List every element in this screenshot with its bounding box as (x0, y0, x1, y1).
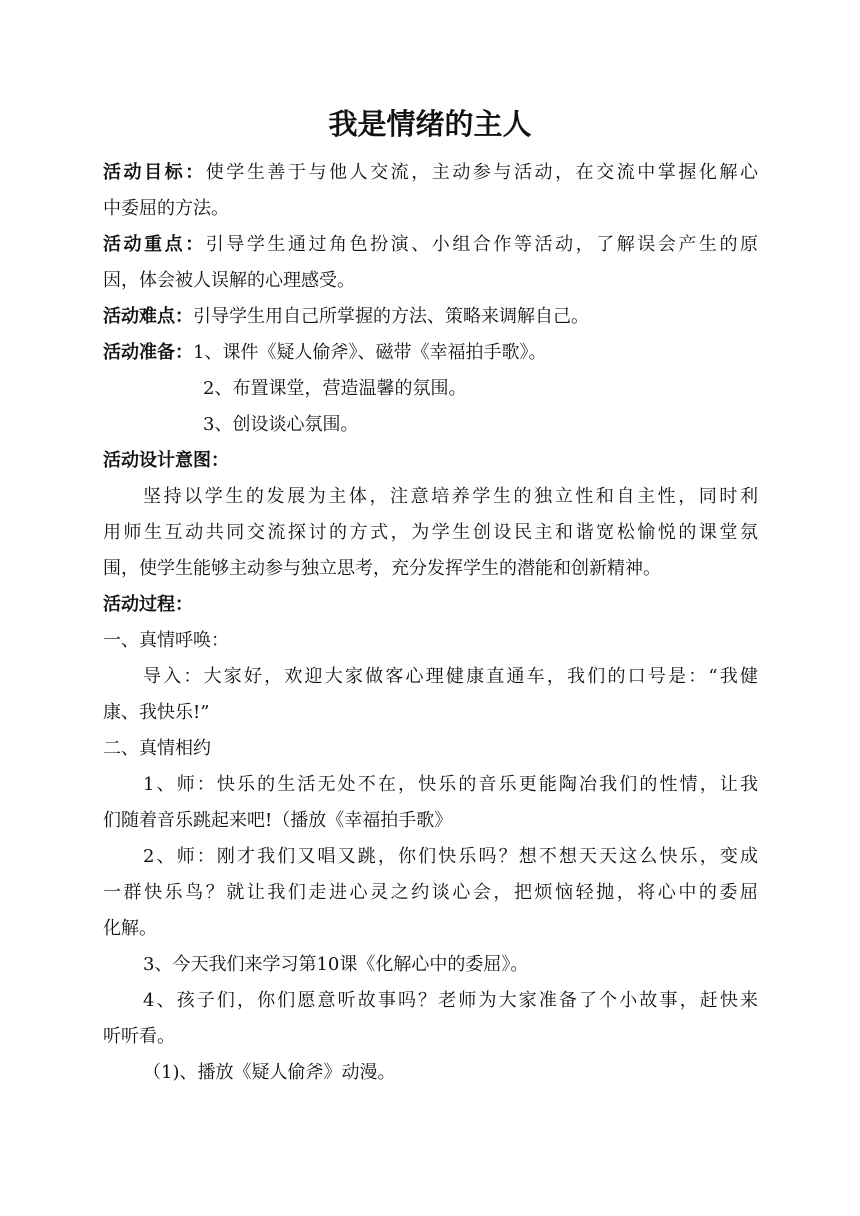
section1-heading: 一、真情呼唤： (103, 630, 229, 651)
prep-item-2: 2、布置课堂，营造温馨的氛围。 (203, 378, 467, 399)
process-heading (103, 587, 758, 623)
section2-heading: 二、真情相约 (103, 738, 211, 759)
focus-line-2: 因，体会被人误解的心理感受。 (103, 270, 355, 291)
intent-line-1: 坚持以学生的发展为主体，注意培养学生的独立性和自主性，同时利 (143, 486, 758, 507)
section1-line-2: 康、我快乐!” (103, 702, 210, 723)
difficulty-line (103, 299, 758, 335)
intent-line-3: 围，使学生能够主动参与独立思考，充分发挥学生的潜能和创新精神。 (103, 558, 661, 579)
section2-p1-line-1: 1、师：快乐的生活无处不在，快乐的音乐更能陶冶我们的性情，让我 (143, 774, 758, 795)
intent-line-2: 用师生互动共同交流探讨的方式，为学生创设民主和谐宽松愉悦的课堂氛 (103, 522, 758, 543)
goal-label: 活动目标： (103, 162, 206, 183)
section2-p2-line-1: 2、师：刚才我们又唱又跳，你们快乐吗？想不想天天这么快乐，变成 (143, 846, 758, 867)
section2-p2-line-3: 化解。 (103, 918, 157, 939)
difficulty-label: 活动难点： (103, 306, 193, 327)
section2-p1-line-2: 们随着音乐跳起来吧!（播放《幸福拍手歌》 (103, 810, 453, 831)
goal-line-1 (103, 155, 758, 191)
focus-label: 活动重点： (103, 234, 206, 255)
section2-p5-line-1: （1)、播放《疑人偷斧》动漫。 (143, 1062, 396, 1083)
focus-line-1 (103, 227, 758, 263)
intent-label: 活动设计意图： (103, 450, 229, 471)
document-title: 我是情绪的主人 (328, 107, 532, 141)
section2-p2-line-2: 一群快乐鸟？就让我们走进心灵之约谈心会，把烦恼轻抛，将心中的委屈 (103, 882, 758, 903)
section2-p3-line-1: 3、今天我们来学习第10课《化解心中的委屈》。 (143, 954, 529, 975)
section1-line-1: 导入：大家好，欢迎大家做客心理健康直通车，我们的口号是：“我健 (143, 666, 758, 687)
prep-item-3: 3、创设谈心氛围。 (203, 414, 359, 435)
focus-text-1: 引导学生通过角色扮演、小组合作等活动，了解误会产生的原 (205, 234, 759, 255)
prep-label: 活动准备： (103, 342, 193, 363)
difficulty-text: 引导学生用自己所掌握的方法、策略来调解自己。 (193, 306, 589, 327)
section2-p4-line-2: 听听看。 (103, 1026, 175, 1047)
goal-text-1: 使学生善于与他人交流，主动参与活动，在交流中掌握化解心 (205, 162, 759, 183)
process-label: 活动过程： (103, 594, 193, 615)
section2-p4-line-1: 4、孩子们，你们愿意听故事吗？老师为大家准备了个小故事，赶快来 (143, 990, 758, 1011)
goal-line-2: 中委屈的方法。 (103, 198, 229, 219)
intent-heading (103, 443, 758, 479)
prep-line-1 (103, 335, 758, 371)
prep-item-1: 1、课件《疑人偷斧》、磁带《幸福拍手歌》。 (193, 342, 547, 363)
